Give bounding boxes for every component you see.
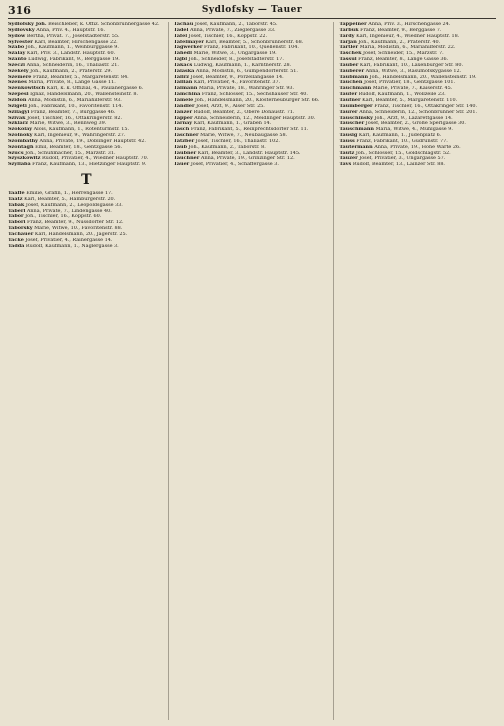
entry-name: Tauss (339, 138, 355, 144)
directory-entry (339, 162, 496, 168)
entry-name: Tauber (339, 62, 359, 68)
entry-details: Karl, Fabrikant, 10., Laxenburger Str. 80. (358, 62, 463, 68)
page-number: 316 (8, 4, 31, 17)
entry-details: Joh., Kaufmann, 2., Praterstr. 29. (28, 68, 113, 74)
entry-name: Tacke (8, 237, 24, 243)
entry-details: Josef, Arzt, 9., Alser Str. 25. (194, 103, 265, 109)
entry-details: Karl, Beamter, 5., Margaretenstr. 110. (360, 97, 458, 103)
entry-name: Taumberger (339, 103, 373, 109)
entry-details: Anna, Witwe, 3., Rasumofskygasse 12. (364, 68, 462, 74)
entry-details: Karl, Beamter, 5., Hamburgerstr. 20. (22, 196, 116, 202)
entry-details: Franz, Beamter, 7., Burggasse 46. (29, 109, 116, 115)
entry-details: Anna, Private, 7., Lindengasse 40. (25, 208, 112, 214)
entry-details: Franz, Beamter, 9., Nussdorfer Str. 12. (25, 220, 124, 226)
entry-name: Tajbl (173, 57, 188, 63)
entry-details: Josef, Privatier, 3., Ungargasse 57. (357, 156, 446, 162)
entry-details: Ludwig, Kaufmann, 1., Kärntnerstr. 28. (192, 62, 292, 68)
entry-name: Szilagyi (8, 109, 30, 115)
entry-details: Emilie, Gräfin, 1., Herrengasse 17. (24, 191, 113, 197)
entry-details: Josef, Kaufmann, 2., Leopoldsgasse 33. (24, 202, 123, 208)
entry-name: Tautermann (339, 144, 373, 150)
entry-details: Josef, Privatier, 18., Gentzgasse 101. (362, 80, 456, 86)
entry-name: Szemere (8, 74, 32, 80)
entry-name: Tarbuk (339, 27, 359, 33)
entry-name: Szklarz (8, 121, 29, 127)
entry-name: Szyszkowitz (8, 156, 41, 162)
entry-name: Sydlofsky Joh. (8, 22, 47, 27)
entry-name: Tautz (339, 150, 355, 156)
entry-details: Karl, Ingenieur, 9., Währingerstr. 27. (32, 133, 126, 139)
entry-name: Szucs (8, 150, 24, 156)
entry-name: Talirz (173, 74, 190, 80)
entry-details: Franz, Fabrikant, 5., Reinprechtsdorfer Str. 11. (189, 127, 309, 133)
entry-details: Josef, Tischler, 16., Ottakringerstr. 82. (25, 115, 123, 121)
entry-name: Sylvester (8, 39, 33, 45)
entry-details: Franz, Tischler, 16., Ottakringer Str. 140. (372, 103, 478, 109)
entry-name: Tahedl (173, 51, 192, 57)
entry-name: Szanto (8, 57, 27, 63)
entry-name: Szepesi (8, 92, 29, 98)
entry-name: Taubmann (339, 74, 369, 80)
entry-name: Tamchina (173, 92, 201, 98)
entry-details: Anna, Schneiderin, 12., Meidlinger Hauptstr. 30. (192, 115, 316, 121)
entry-name: Szenes (8, 80, 27, 86)
entry-details: Josef, Privatier, 4., Schäffergasse 3. (189, 162, 279, 168)
entry-name: Taufner (339, 97, 361, 103)
entry-name: Tandler (173, 103, 195, 109)
directory-column-3 (339, 22, 496, 720)
entry-name: Tauberer (339, 68, 365, 74)
entry-details: Anna, Schneiderin, 12., Schönbrunner Str. 201. (357, 109, 477, 115)
entry-name: Tanzer (173, 109, 193, 115)
entry-name: Taub (173, 144, 187, 150)
directory-column-1 (8, 22, 169, 720)
entry-details: Josef, Tischler, 16., Koppstr. 22. (187, 33, 268, 39)
entry-name: Taurer (339, 109, 358, 115)
entry-name: Tausig (339, 133, 358, 139)
entry-details: Anna, Private, 7., Zieglergasse 33. (188, 27, 276, 33)
page-header (8, 4, 496, 19)
entry-details: Joh., Kaufmann, 2., Praterstr. 40. (356, 39, 441, 45)
entry-details: Anna, Private, 19., Grinzinger Str. 12. (199, 156, 295, 162)
entry-details: Beischleber, k. Offiz. Schönbrunnergasse 42. (46, 22, 160, 27)
entry-name: Tavs (339, 162, 352, 168)
entry-details: Josef, Schneider, 15., Märzstr. 7. (361, 51, 444, 57)
entry-details: Josef, Beamter, 2., Große Sperlgasse 30. (364, 121, 466, 127)
entry-name: Tarnay (173, 121, 193, 127)
entry-details: Karl, Kaufmann, 1., Judenplatz 6. (357, 133, 442, 139)
entry-details: Marie, Witwe, 7., Neubaugasse 58. (198, 133, 288, 139)
entry-details: Joh., Tischler, 16., Koppstr. 60. (23, 214, 102, 220)
entry-name: Tapper (173, 115, 193, 121)
entry-details: Ludwig, Fabrikant, 9., Berggasse 19. (26, 57, 120, 63)
entry-name: Tafelmayer (173, 39, 204, 45)
entry-name: Tauer (173, 162, 190, 168)
entry-details: Karl, Privatier, 4., Favoritenstr. 37. (192, 80, 281, 86)
entry-details: Franz, Beamter, 8., Lange Gasse 36. (356, 57, 449, 63)
entry-details: Anna, Priv. 3., Hirschengasse 24. (366, 22, 451, 27)
entry-name: Szidon (8, 97, 27, 103)
entry-details: Emil, Beamter, 18., Gentzgasse 56. (33, 144, 123, 150)
entry-name: Taaffe (8, 191, 25, 197)
entry-details: Anna, Schneiderin, 16., Thaliastr. 21. (25, 62, 119, 68)
entry-name: Sydow (8, 33, 26, 39)
entry-details: Bertha, Privat. 7., Josefstädterstr. 55. (25, 33, 120, 39)
entry-details: Maria, Modistin, 6., Mariahilferstr. 22. (358, 45, 456, 51)
entry-name: Tauschmann (339, 127, 374, 133)
entry-name: Szokolay (8, 127, 33, 133)
entry-details: Maria, Private, 18., Währinger Str. 93. (197, 86, 295, 92)
entry-name: Tamele (173, 97, 194, 103)
directory-entry (174, 162, 331, 168)
directory-entry (8, 162, 165, 168)
entry-details: Karl, Kaufmann, 1., Graben 14. (192, 121, 272, 127)
entry-details: Karl, Handelsmann, 20., Jägerstr. 25. (33, 232, 128, 237)
entry-details: Rudolf, Kaufmann, 1., Naglergasse 3. (24, 243, 119, 249)
entry-name: Tafel (173, 33, 188, 39)
directory-column-2 (174, 22, 335, 720)
entry-name: Taubner (173, 150, 197, 156)
entry-name: Tadel (173, 27, 189, 33)
entry-details: Marie, Witwe, 10., Favoritenstr. 88. (32, 226, 123, 232)
entry-name: Taatz (8, 196, 23, 202)
entry-details: Joh., Fabrikant, 10., Favoritenstr. 114. (26, 103, 123, 109)
entry-details: Anna, Private, 19., Döblinger Hauptstr. 42. (38, 138, 146, 144)
entry-details: Alois, Kaufmann, 1., Rotenturmstr. 15. (32, 127, 130, 133)
entry-details: Anna, Private, 19., Hohe Warte 26. (372, 144, 461, 150)
entry-name: Szalay (8, 51, 26, 57)
entry-details: Karl, Beamter, 3., Landstr. Hauptstr. 145. (196, 150, 301, 156)
entry-name: Tachauer (8, 232, 34, 237)
entry-details: Franz, Fabrikant, 10., Gudrunstr. 77. (354, 138, 448, 144)
entry-details: Karl, Beamter, Hirschengasse 22. (32, 39, 118, 45)
entry-details: Ignaz, Handelsmann, 20., Wallensteinstr. 8. (28, 92, 139, 98)
entry-name: Tauchmann (339, 86, 372, 92)
entry-name: Talmann (173, 86, 198, 92)
entry-name: Tatzber (173, 138, 195, 144)
entry-details: Franz, Kaufmann, 13., Hietzinger Hauptstr. 9. (30, 162, 147, 168)
entry-name: Szivak (8, 115, 26, 121)
entry-name: Taborsky (8, 226, 33, 232)
directory-entry (8, 244, 165, 250)
entry-details: Franz, Schlosser, 15., Sechshauser Str. 40. (200, 92, 308, 98)
entry-details: Joh., Schlosser, 15., Goldschlagstr. 52. (354, 150, 451, 156)
entry-name: Szabo (8, 45, 25, 51)
entry-name: Talaska (173, 68, 195, 74)
entry-details: Rudolf, Kaufmann, 1., Wollzeile 23. (357, 92, 446, 98)
entry-name: Tachau (173, 22, 194, 27)
entry-name: Tagwerker (173, 45, 203, 51)
entry-details: Rudolf, Privatier, 4., Wiedner Hauptstr. 70. (40, 156, 149, 162)
entry-name: Tardy (339, 33, 355, 39)
entry-details: Franz, Fabrikant, 10., Quellenstr. 104. (202, 45, 299, 51)
entry-name: Tartler (339, 45, 359, 51)
entry-name: Tadda (8, 243, 25, 249)
entry-name: Szigeti (8, 103, 27, 109)
entry-details: Franz, Beamter, 9., Berggasse 7. (358, 27, 442, 33)
entry-name: Tarjan (339, 39, 357, 45)
entry-name: Szolnoky (8, 133, 33, 139)
entry-details: Marie, Private, 7., Kaiserstr. 45. (371, 86, 453, 92)
entry-name: Tappeiner (339, 22, 367, 27)
entry-name: Szeczi (8, 62, 26, 68)
entry-name: Tauscher (339, 121, 365, 127)
entry-name: Taufer (339, 92, 358, 98)
entry-name: Tauchen (339, 80, 363, 86)
entry-details: Josef, Beamter, 9., Porzellangasse 14. (189, 74, 284, 80)
entry-name: Taschner (173, 133, 199, 139)
entry-details: Joh., Schuhmacher, 15., Märzstr. 31. (23, 150, 116, 156)
entry-details: Josef, Tischler, 16., Thaliastr. 102. (194, 138, 280, 144)
entry-details: Josef, Privatier, 4., Rainergasse 14. (23, 237, 113, 243)
running-head: Sydlofsky — Tauer (201, 5, 303, 15)
entry-details: Joh., Handelsmann, 20., Klosterneuburger Str. 66. (193, 97, 320, 103)
entry-name: Szyllaba (8, 162, 31, 168)
entry-name: Taschek (339, 51, 362, 57)
entry-details: Franz, Beamter, 5., Margaretenstr. 84. (31, 74, 129, 80)
entry-details: Marie, Witwe, 3., Ungargasse 19. (191, 51, 277, 57)
section-letter: T (81, 172, 92, 189)
entry-name: Tauschinsky (339, 115, 373, 121)
entry-details: Rudolf, Beamter, 13., Lainzer Str. 88. (351, 162, 445, 168)
entry-name: Sydlovsky (8, 27, 35, 33)
entry-name: Taberl (8, 208, 26, 214)
entry-name: Tasch (173, 127, 190, 133)
entry-details: Maria, Witwe, 4., Mühlgasse 9. (373, 127, 453, 133)
entry-name: Tabor (8, 214, 24, 220)
entry-name: Tabak (8, 202, 25, 208)
entry-name: Szombathy (8, 138, 38, 144)
entry-details: Karl, Beamter, 5., Schönbrunnerstr. 68. (203, 39, 304, 45)
entry-details: Joh., Kaufmann, 2., Taborstr. 8. (187, 144, 266, 150)
entry-name: Tallian (173, 80, 193, 86)
entry-name: Tauchner (173, 156, 200, 162)
entry-name: Szontagh (8, 144, 34, 150)
entry-details: Karl, Ingenieur, 4., Wiedner Hauptstr. 18. (354, 33, 460, 39)
entry-details: Rudolf, Beamter, 2., Obere Donaustr. 71. (192, 109, 295, 115)
directory-columns (8, 22, 496, 720)
entry-details: Karl, k. k. Offizial, 4., Paulanergasse 6. (45, 86, 144, 92)
entry-details: Marie, Witwe, 3., Rennweg 39. (28, 121, 107, 127)
entry-name: Tauzer (339, 156, 358, 162)
entry-name: Takacs (173, 62, 193, 68)
entry-name: Tabori (8, 220, 26, 226)
entry-details: Joh., Kaufmann, 1., Weihburggasse 9. (24, 45, 119, 51)
entry-details: Anna, Modistin, 6., Mariahilferstr. 93. (26, 97, 122, 103)
entry-details: Joh., Schneider, 8., Josefstädterstr. 17. (187, 57, 284, 63)
entry-details: Joh., Arzt, 9., Lazarettgasse 14. (372, 115, 453, 121)
entry-details: Josef, Kaufmann, 2., Taborstr. 45. (193, 22, 278, 27)
entry-name: Szenkowitsch (8, 86, 46, 92)
entry-name: Tassul (339, 57, 357, 63)
entry-details: Karl, Priv. 3., Landstr. Hauptstr. 60. (25, 51, 116, 57)
entry-details: Anna, Priv. 4., Hauptstr. 16. (34, 27, 106, 33)
entry-details: Maria, Private, 8., Lange Gasse 11. (26, 80, 116, 86)
entry-name: Szekely (8, 68, 29, 74)
entry-details: Anna, Modistin, 6., Gumpendorferstr. 51. (194, 68, 298, 74)
entry-details: Joh., Handelsmann, 20., Wallensteinstr. 19. (368, 74, 477, 80)
